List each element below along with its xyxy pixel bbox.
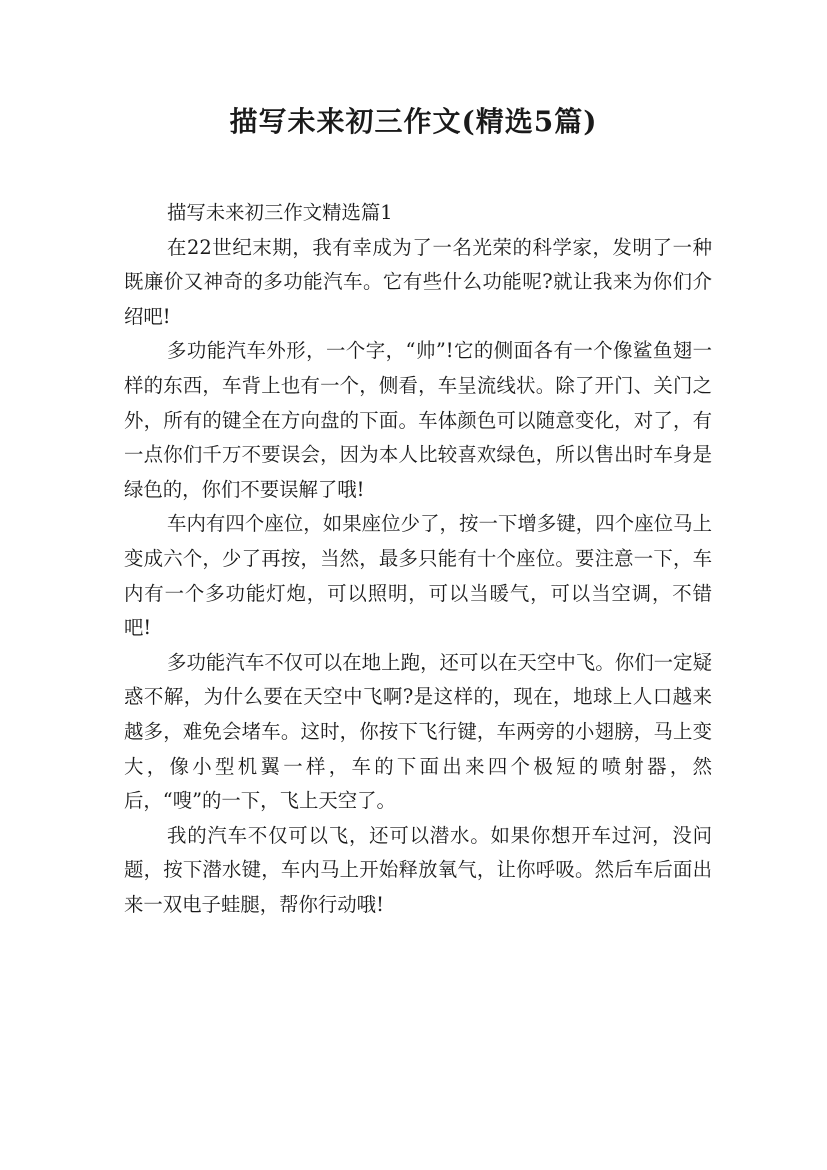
paragraph-1: 在22世纪末期，我有幸成为了一名光荣的科学家，发明了一种既廉价又神奇的多功能汽车。它有些什么功能呢?就让我来为你们介绍吧!: [124, 235, 712, 328]
paragraph-5: 我的汽车不仅可以飞，还可以潜水。如果你想开车过河，没问题，按下潜水键，车内马上开始释放氧气，让你呼吸。然后车后面出来一双电子蛙腿，帮你行动哦!: [124, 823, 712, 916]
document-title: 描写未来初三作文(精选5篇): [229, 105, 598, 138]
paragraph-3: 车内有四个座位，如果座位少了，按一下增多键，四个座位马上变成六个，少了再按，当然，最多只能有十个座位。要注意一下，车内有一个多功能灯炮，可以照明，可以当暖气，可以当空调，不错吧!: [124, 512, 712, 640]
paragraph-4: 多功能汽车不仅可以在地上跑，还可以在天空中飞。你们一定疑惑不解，为什么要在天空中飞啊?是这样的，现在，地球上人口越来越多，难免会堵车。这时，你按下飞行键，车两旁的小翅膀，马上变大，像小型机翼一样，车的下面出来四个极短的喷射器，然后，“嗖”的一下，飞上天空了。: [124, 650, 712, 813]
article-body: [124, 196, 712, 922]
paragraph-2: 多功能汽车外形，一个字，“帅”!它的侧面各有一个像鲨鱼翅一样的东西，车背上也有一个，侧看，车呈流线状。除了开门、关门之外，所有的键全在方向盘的下面。车体颜色可以随意变化，对了，有一点你们千万不要误会，因为本人比较喜欢绿色，所以售出时车身是绿色的，你们不要误解了哦!: [124, 339, 712, 501]
section-heading: 描写未来初三作文精选篇1: [167, 201, 393, 224]
